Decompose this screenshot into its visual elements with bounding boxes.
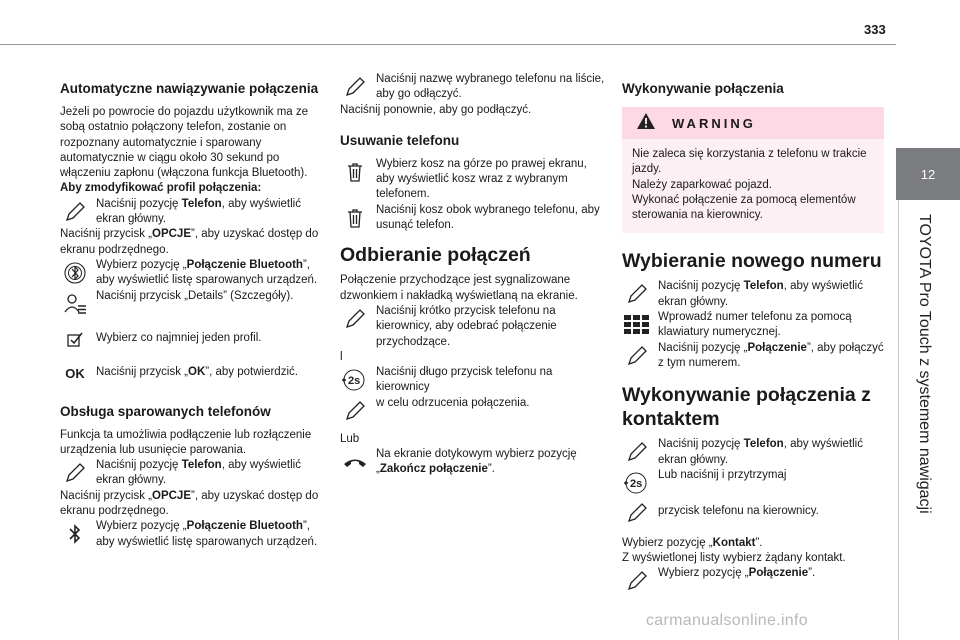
chapter-title — [912, 214, 936, 544]
step-item — [60, 197, 328, 228]
chapter-title-text: TOYOTA Pro Touch z systemem nawigacji — [916, 214, 933, 514]
step-item: Naciśnij pozycję Telefon, aby wyświetlić ekran główny. — [622, 279, 884, 310]
warning-body: Nie zaleca się korzystania z telefonu w trakcie jazdy. Należy zaparkować pojazd. Wykonać połączenie za pomocą elementów sterowania na kierownicy. — [622, 139, 884, 233]
pen-icon — [622, 500, 652, 526]
warning-header — [622, 107, 884, 139]
watermark: carmanualsonline.info — [646, 612, 808, 629]
keypad-icon — [622, 312, 652, 338]
step-item — [340, 365, 606, 396]
step-item — [340, 396, 606, 426]
steering-phone-button-icon — [622, 470, 652, 496]
step-item — [340, 157, 606, 203]
trash-icon — [340, 159, 370, 185]
paragraph: Naciśnij przycisk „OPCJE”, aby uzyskać dostęp do ekranu podrzędnego. — [60, 228, 319, 256]
step-text: Naciśnij krótko przycisk telefonu na kierownicy, aby odebrać połączenie przychodzące. — [376, 304, 557, 348]
side-rule — [898, 200, 899, 640]
column-2 — [340, 72, 606, 478]
heading-make-call: Wykonywanie połączenia — [622, 81, 784, 96]
step-text: Naciśnij długo przycisk telefonu na kierownicy — [376, 366, 553, 394]
paragraph: Naciśnij przycisk „OPCJE”, aby uzyskać dostęp do ekranu podrzędnego. — [60, 489, 319, 518]
paragraph: l — [340, 350, 343, 363]
heading-manage-phones: Obsługa sparowanych telefonów — [60, 403, 271, 419]
pen-icon — [622, 439, 652, 465]
paragraph: Połączenie przychodzące jest sygnalizowane dzwonkiem i nakładką wyświetlaną na ekranie. — [340, 274, 578, 302]
step-text: Wybierz kosz na górze po prawej ekranu, aby wyświetlić kosz wraz z wybranym telefonem. — [376, 157, 587, 201]
pen-icon — [340, 306, 370, 332]
step-item: Wybierz pozycję „Połączenie Bluetooth”, aby wyświetlić listę sparowanych urządzeń. — [60, 258, 328, 289]
step-text: , aby wyświetlić ekran główny. — [96, 197, 301, 226]
step-text: Naciśnij pozycję — [96, 197, 182, 210]
warning-title: WARNING — [672, 115, 756, 131]
step-item: Naciśnij pozycję Telefon, aby wyświetlić ekran główny. — [60, 458, 328, 489]
step-item: OK Naciśnij przycisk „OK”, aby potwierdzić. — [60, 359, 328, 389]
step-item — [622, 468, 884, 498]
heading-auto-connect: Automatyczne nawiązywanie połączenia — [60, 81, 319, 96]
step-item — [340, 203, 606, 234]
bluetooth-tap-icon — [60, 260, 90, 286]
column-3 — [622, 72, 884, 596]
step-item — [340, 304, 606, 350]
header-rule — [0, 44, 896, 45]
step-item: Wybierz pozycję „Połączenie”. — [622, 566, 884, 596]
pen-icon — [622, 281, 652, 307]
heading-delete-phone: Usuwanie telefonu — [340, 132, 460, 148]
step-text: w celu odrzucenia połączenia. — [376, 396, 530, 409]
bluetooth-icon — [60, 521, 90, 547]
step-item: Naciśnij pozycję „Połączenie”, aby połączyć z tym numerem. — [622, 341, 884, 372]
step-text: Wprowadź numer telefonu za pomocą klawiatury numerycznej. — [658, 311, 852, 339]
step-text: przycisk telefonu na kierownicy. — [658, 504, 819, 517]
step-text: Lub naciśnij i przytrzymaj — [658, 468, 787, 481]
step-item — [622, 498, 884, 528]
step-item: Naciśnij pozycję Telefon, aby wyświetlić ekran główny. — [622, 437, 884, 468]
paragraph: Jeżeli po powrocie do pojazdu użytkownik ma ze sobą ostatnio połączony telefon, zostanie on rozpoznany automatycznie i sparowany automatycznie w ciągu około 30 sekund po włączeniu zapłonu (włączona funkcja Bluetooth). — [60, 106, 309, 180]
pen-icon — [60, 460, 90, 486]
heading-receive-calls: Odbieranie połączeń — [340, 244, 531, 267]
heading-call-contact: Wykonywanie połączenia z kontaktem — [622, 384, 871, 431]
svg-text:2s: 2s — [630, 477, 643, 490]
column-1 — [60, 72, 328, 550]
hang-up-icon — [340, 449, 370, 475]
step-text: Naciśnij przycisk „Details” (Szczegóły). — [96, 289, 294, 302]
step-text: Naciśnij kosz obok wybranego telefonu, aby usunąć telefon. — [376, 203, 600, 232]
step-item: Wybierz pozycję „Połączenie Bluetooth”, aby wyświetlić listę sparowanych urządzeń. — [60, 519, 328, 550]
heading-dial-new-number: Wybieranie nowego numeru — [622, 250, 882, 273]
warning-icon — [636, 112, 656, 135]
chapter-number-badge: 12 — [896, 148, 960, 200]
svg-text:2s: 2s — [348, 375, 361, 388]
paragraph: Lub — [340, 432, 360, 445]
checkbox-edit-icon — [60, 327, 90, 353]
step-item — [60, 325, 328, 355]
paragraph: Z wyświetlonej listy wybierz żądany kontakt. — [622, 552, 846, 565]
step-text-bold: Telefon — [181, 197, 222, 210]
pen-icon — [60, 199, 90, 225]
ok-icon: OK — [65, 365, 85, 381]
details-icon — [60, 291, 90, 317]
paragraph: Naciśnij ponownie, aby go podłączyć. — [340, 103, 532, 116]
step-item — [60, 289, 328, 319]
paragraph: Wybierz pozycję „Kontakt”. — [622, 536, 763, 549]
paragraph: Funkcja ta umożliwia podłączenie lub rozłączenie urządzenia lub usunięcie parowania. — [60, 428, 312, 456]
page-number: 333 — [864, 22, 886, 37]
pen-icon — [622, 343, 652, 369]
step-item — [622, 310, 884, 341]
trash-icon — [340, 205, 370, 231]
subheading: Aby zmodyfikować profil połączenia: — [60, 182, 262, 195]
step-text: Naciśnij nazwę wybranego telefonu na liście, aby go odłączyć. — [376, 73, 605, 101]
step-item — [340, 72, 606, 103]
pen-icon — [340, 74, 370, 100]
warning-box — [622, 107, 884, 233]
chapter-side-tab — [896, 0, 960, 640]
steering-phone-button-icon — [340, 367, 370, 393]
step-text: Wybierz co najmniej jeden profil. — [96, 331, 262, 344]
pen-icon — [340, 398, 370, 424]
pen-icon — [622, 568, 652, 594]
step-item: Na ekranie dotykowym wybierz pozycję „Zakończ połączenie”. — [340, 447, 606, 478]
